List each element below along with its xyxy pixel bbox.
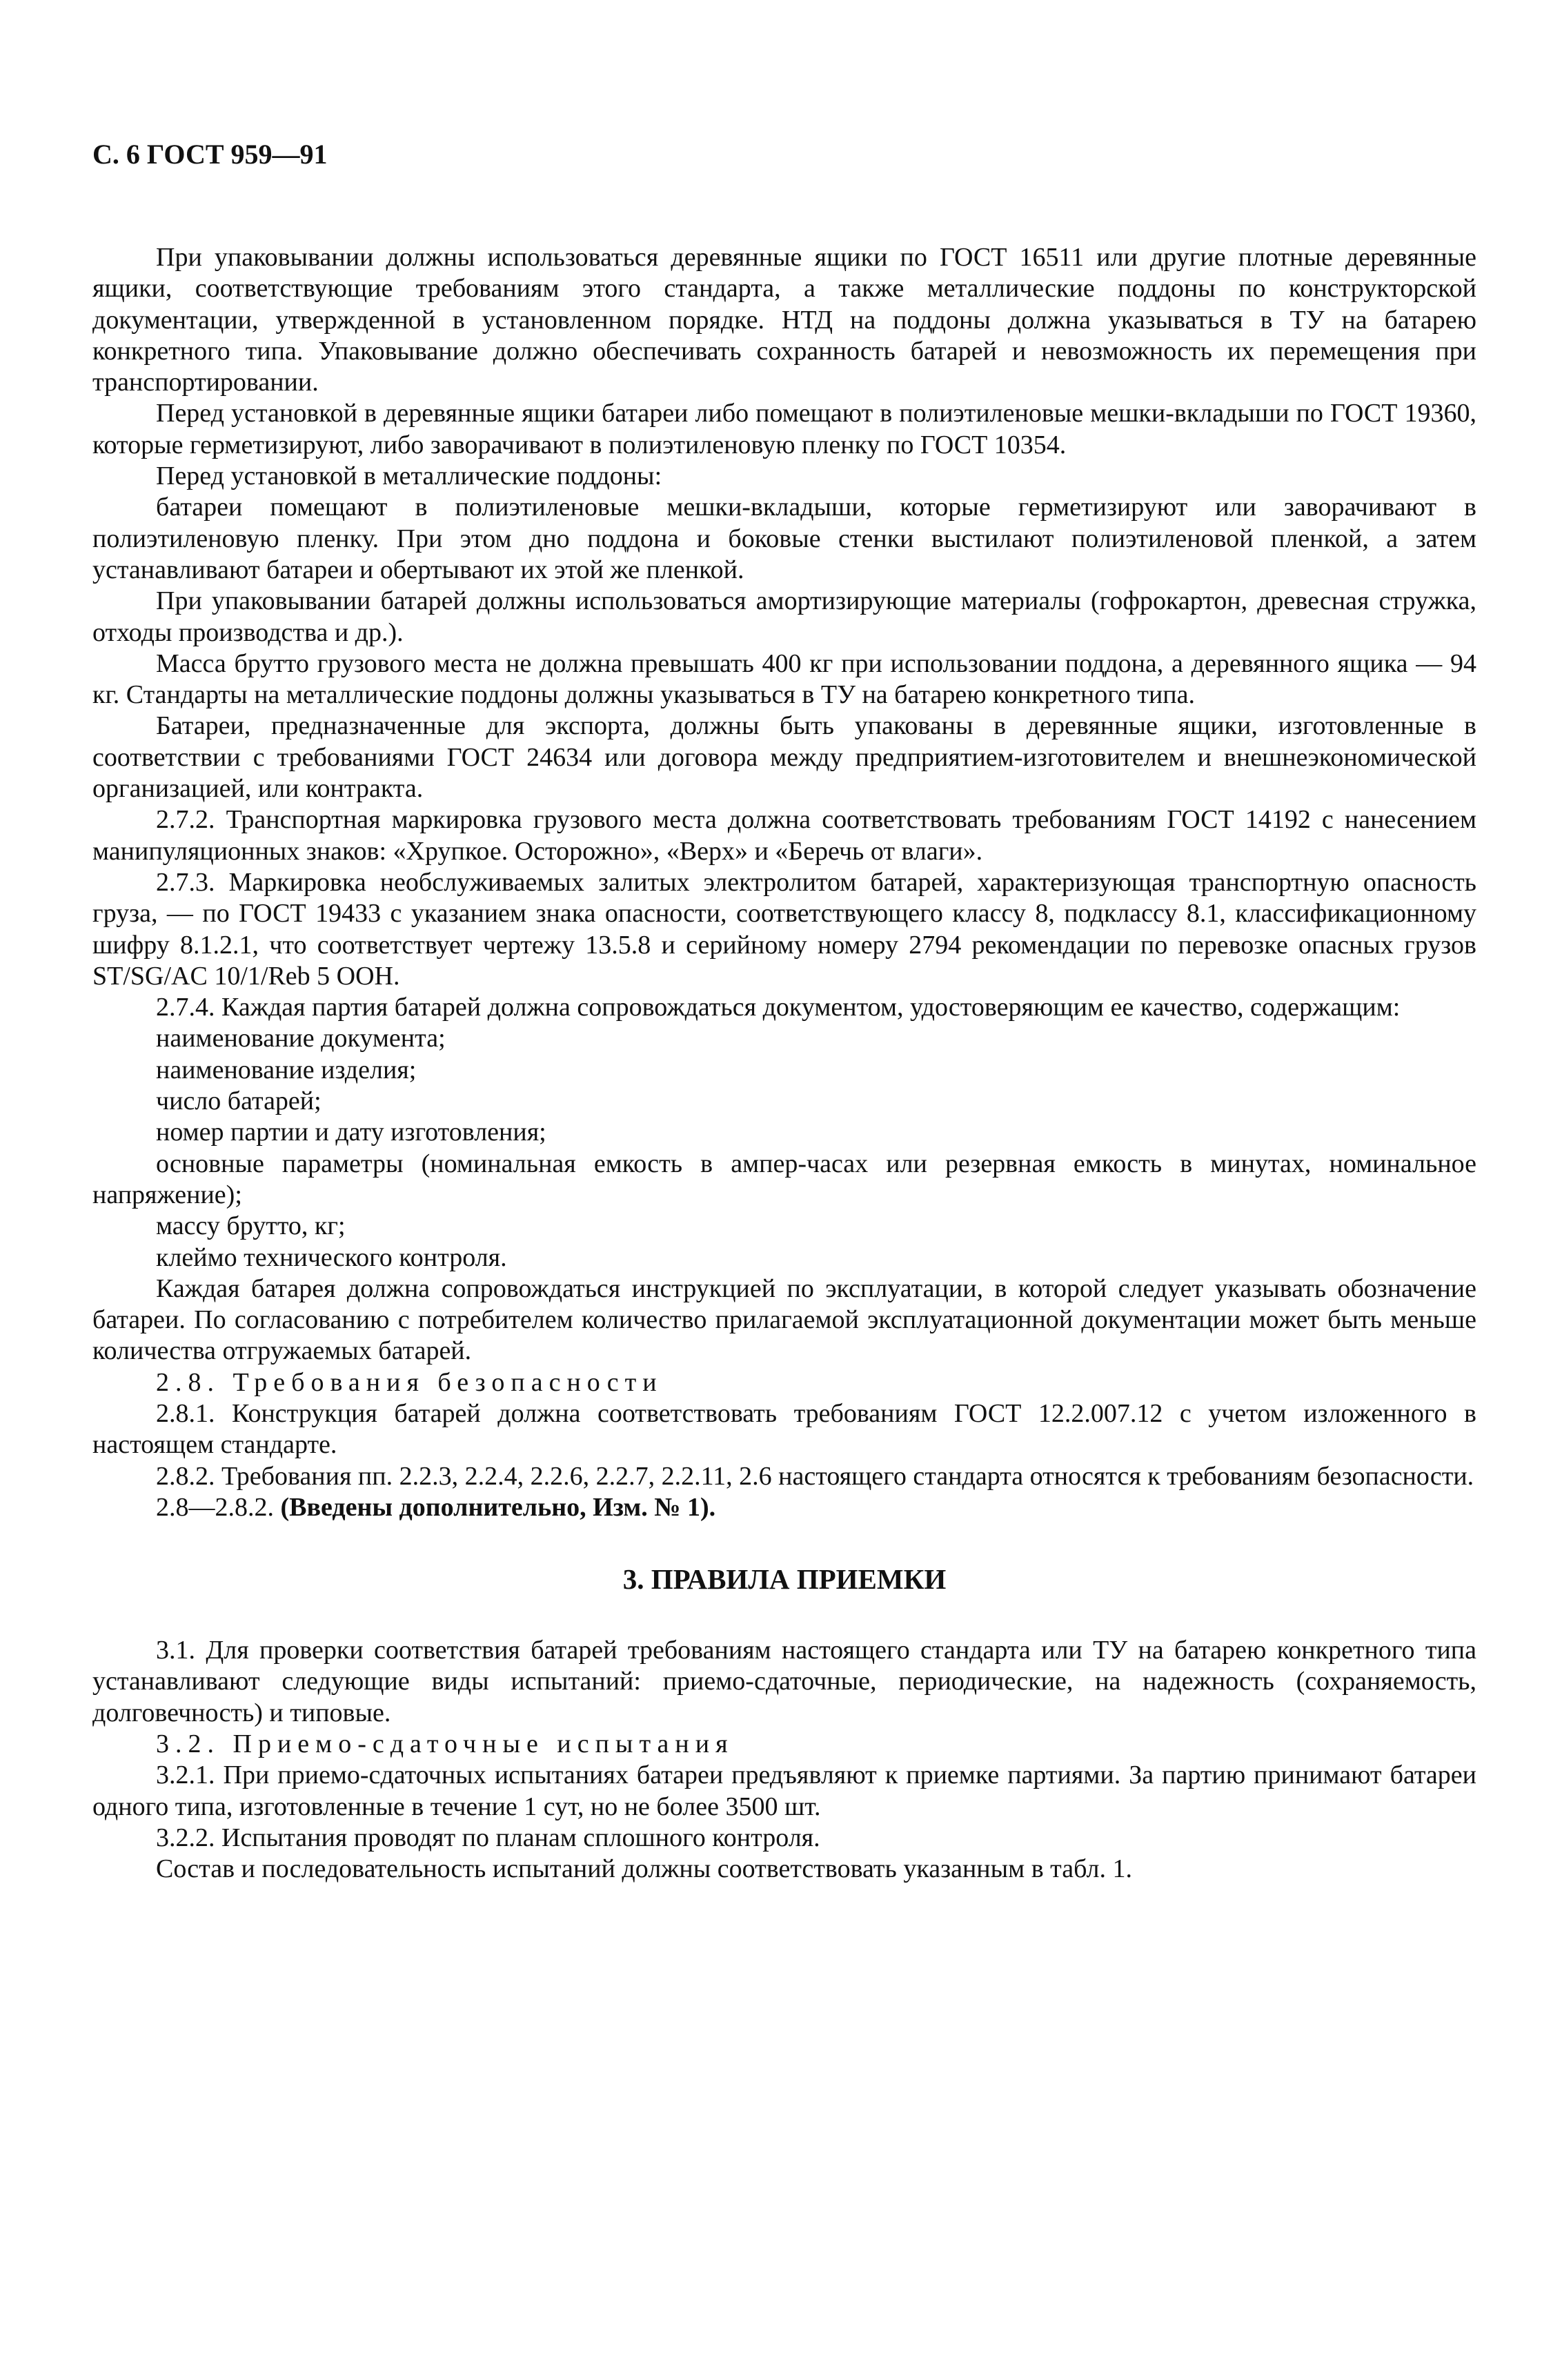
list-item: основные параметры (номинальная емкость в ампер-часах или резервная емкость в минутах, номинальное напряжение);	[92, 1149, 1476, 1209]
document-page	[92, 138, 1476, 1885]
paragraph-packaging-boxes: При упаковывании должны использоваться деревянные ящики по ГОСТ 16511 или другие плотные деревянные ящики, соответствующие требованиям этого стандарта, а также металлические поддоны по конструкторской документации, утвержденной в установленном порядке. НТД на поддоны должна указываться в ТУ на батарею конкретного типа. Упаковывание должно обеспечивать сохранность батарей и невозможность их перемещения при транспортировании.	[92, 243, 1476, 397]
paragraph-3-1: 3.1. Для проверки соответствия батарей требованиям настоящего стандарта или ТУ на батарею конкретного типа устанавливают следующие виды испытаний: приемо-сдаточные, периодические, на надежность (сохраняемость, долговечность) и типовые.	[92, 1636, 1476, 1727]
subheading-acceptance-tests: 3.2. Приемо-сдаточные испытания	[156, 1729, 734, 1759]
subheading-safety-requirements: 2.8. Требования безопасности	[156, 1367, 663, 1397]
paragraph-instructions: Каждая батарея должна сопровождаться инструкцией по эксплуатации, в которой следует указывать обозначение батареи. По согласованию с потребителем количество прилагаемой эксплуатационной документации может быть меньше количества отгружаемых батарей.	[92, 1273, 1476, 1366]
paragraph-2-7-3: 2.7.3. Маркировка необслуживаемых залитых электролитом батарей, характеризующая транспортную опасность груза, — по ГОСТ 19433 с указанием знака опасности, соответствующего классу 8, подклассу 8.1, классификационному шифру 8.1.2.1, что соответствует чертежу 13.5.8 и серийному номеру 2794 рекомендации по перевозке опасных грузов ST/SG/AC 10/1/Reb 5 ООН.	[92, 867, 1476, 991]
list-item: наименование изделия;	[156, 1055, 417, 1084]
paragraph-cushioning: При упаковывании батарей должны использоваться амортизирующие материалы (гофрокартон, древесная стружка, отходы производства и др.).	[92, 586, 1476, 647]
list-item: номер партии и дату изготовления;	[156, 1118, 546, 1147]
paragraph-3-2-1: 3.2.1. При приемо-сдаточных испытаниях батареи предъявляют к приемке партиями. За партию принимают батареи одного типа, изготовленные в течение 1 сут, но не более 3500 шт.	[92, 1761, 1476, 1821]
paragraph-2-7-4: 2.7.4. Каждая партия батарей должна сопровождаться документом, удостоверяющим ее качество, содержащим:	[156, 993, 1401, 1022]
amendment-line	[92, 1492, 1476, 1523]
paragraph-gross-mass: Масса брутто грузового места не должна превышать 400 кг при использовании поддона, а деревянного ящика — 94 кг. Стандарты на металлические поддоны должны указываться в ТУ на батарею конкретного типа.	[92, 648, 1476, 710]
paragraph-2-8-1: 2.8.1. Конструкция батарей должна соответствовать требованиям ГОСТ 12.2.007.12 с учетом изложенного в настоящем стандарте.	[92, 1398, 1476, 1460]
list-item: массу брутто, кг;	[156, 1211, 346, 1241]
list-item: число батарей;	[156, 1087, 322, 1116]
list-item: клеймо технического контроля.	[156, 1242, 507, 1272]
paragraph-2-7-2: 2.7.2. Транспортная маркировка грузового места должна соответствовать требованиям ГОСТ 14192 с нанесением манипуляционных знаков: «Хрупкое. Осторожно», «Верх» и «Беречь от влаги».	[92, 805, 1476, 866]
running-head: С. 6 ГОСТ 959—91	[92, 139, 328, 170]
paragraph-2-8-2: 2.8.2. Требования пп. 2.2.3, 2.2.4, 2.2.6, 2.2.7, 2.2.11, 2.6 настоящего стандарта относятся к требованиям безопасности.	[156, 1461, 1474, 1491]
paragraph-table-reference: Состав и последовательность испытаний должны соответствовать указанным в табл. 1.	[156, 1854, 1132, 1884]
paragraph-metal-pallet-intro: Перед установкой в металлические поддоны:	[156, 462, 662, 491]
list-item: наименование документа;	[156, 1024, 446, 1053]
amendment-note: (Введены дополнительно, Изм. № 1).	[280, 1492, 716, 1522]
paragraph-export: Батареи, предназначенные для экспорта, должны быть упакованы в деревянные ящики, изготовленные в соответствии с требованиями ГОСТ 24634 или договора между предприятием-изготовителем и внешнеэкономической организацией, или контракта.	[92, 711, 1476, 804]
section-3-heading: 3. ПРАВИЛА ПРИЕМКИ	[622, 1563, 947, 1596]
paragraph-metal-pallet-prep: батареи помещают в полиэтиленовые мешки-вкладыши, которые герметизируют или заворачивают в полиэтиленовую пленку. При этом дно поддона и боковые стенки выстилают полиэтиленовой пленкой, а затем устанавливают батареи и обертывают их этой же пленкой.	[92, 493, 1476, 584]
paragraph-wooden-box-prep: Перед установкой в деревянные ящики батареи либо помещают в полиэтиленовые мешки-вкладыши по ГОСТ 19360, которые герметизируют, либо заворачивают в полиэтиленовую пленку по ГОСТ 10354.	[92, 399, 1476, 459]
amendment-prefix: 2.8—2.8.2.	[156, 1492, 274, 1522]
paragraph-3-2-2: 3.2.2. Испытания проводят по планам сплошного контроля.	[156, 1823, 820, 1852]
